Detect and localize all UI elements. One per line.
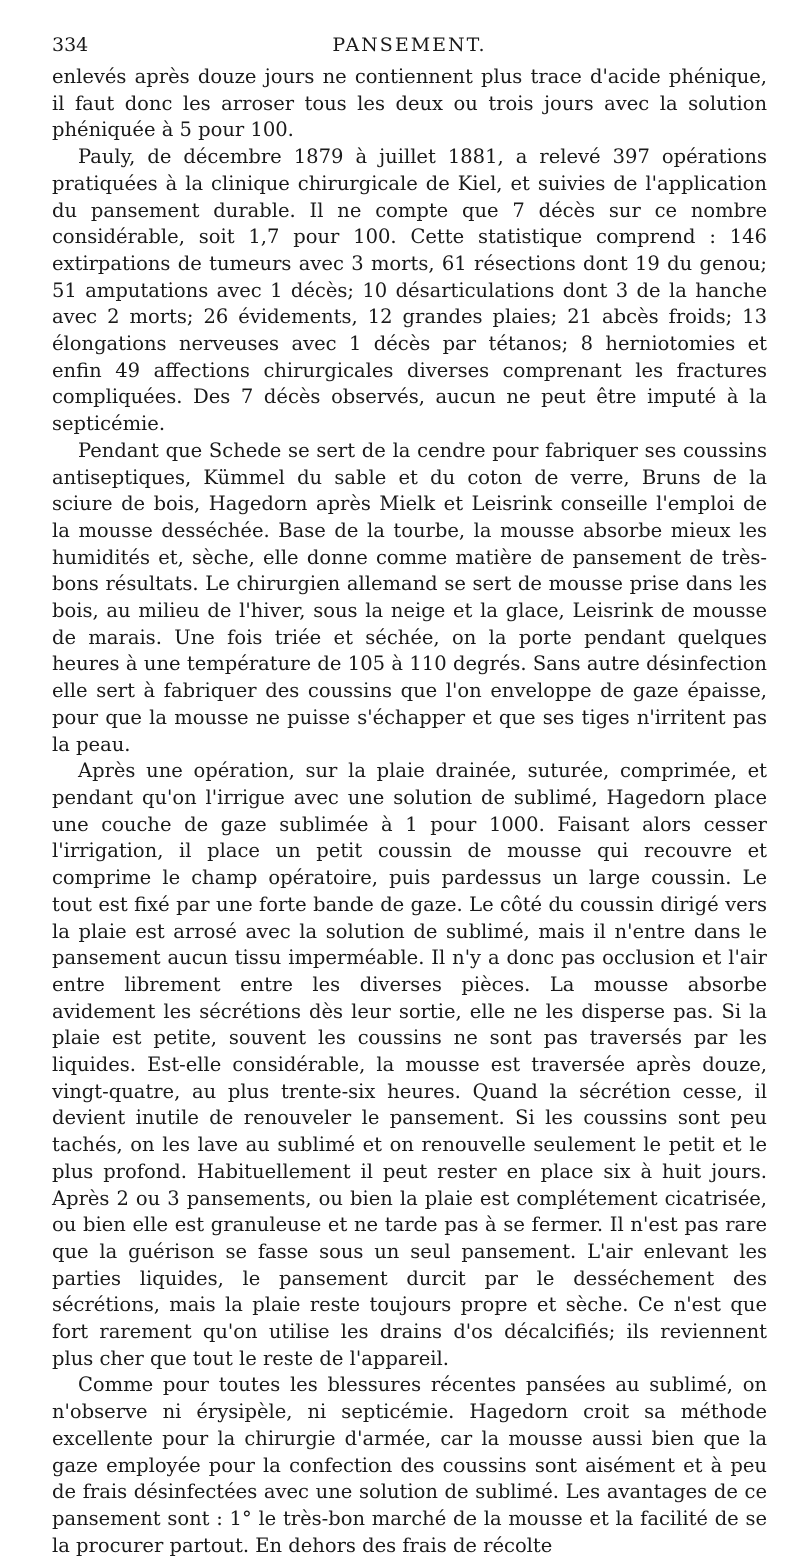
paragraph: Comme pour toutes les blessures récentes pansées au sublimé, on n'observe ni érysipèle, ni septicémie. Hagedorn croit sa méthode excellente pour la chirurgie d'armée, car la mousse aussi bien que la gaze employée pour la confection des coussins sont aisément et à peu de frais désinfectées avec une solution de sublimé. Les avantages de ce pansement sont : 1° le très-bon marché de la mousse et la facilité de se la procurer partout. En dehors des frais de récolte [52,1373,767,1557]
body-text [52,64,767,1559]
paragraph: Pauly, de décembre 1879 à juillet 1881, a relevé 397 opérations pratiquées à la clinique chirurgicale de Kiel, et suivies de l'application du pansement durable. Il ne compte que 7 décès sur ce nombre considérable, soit 1,7 pour 100. Cette statistique comprend : 146 extirpations de tumeurs avec 3 morts, 61 résections dont 19 du genou; 51 amputations avec 1 décès; 10 désarticulations dont 3 de la hanche avec 2 morts; 26 évidements, 12 grandes plaies; 21 abcès froids; 13 élongations nerveuses avec 1 décès par tétanos; 8 herniotomies et enfin 49 affections chirurgicales diverses comprenant les fractures compliquées. Des 7 décès observés, aucun ne peut être imputé à la septicémie. [52,145,767,436]
paragraph: enlevés après douze jours ne contiennent plus trace d'acide phénique, il faut donc les arroser tous les deux ou trois jours avec la solution phéniquée à 5 pour 100. [52,65,767,142]
paragraph: Pendant que Schede se sert de la cendre pour fabriquer ses coussins antiseptiques, Kümmel du sable et du coton de verre, Bruns de la sciure de bois, Hagedorn après Mielk et Leisrink conseille l'emploi de la mousse desséchée. Base de la tourbe, la mousse absorbe mieux les humidités et, sèche, elle donne comme matière de pansement de très-bons résultats. Le chirurgien allemand se sert de mousse prise dans les bois, au milieu de l'hiver, sous la neige et la glace, Leisrink de mousse de marais. Une fois triée et séchée, on la porte pendant quelques heures à une température de 105 à 110 degrés. Sans autre désinfection elle sert à fabriquer des coussins que l'on enveloppe de gaze épaisse, pour que la mousse ne puisse s'échapper et que ses tiges n'irritent pas la peau. [52,438,767,756]
running-title: PANSEMENT. [332,34,487,56]
paragraph: Après une opération, sur la plaie drainée, suturée, comprimée, et pendant qu'on l'irrigue avec une solution de sublimé, Hagedorn place une couche de gaze sublimée à 1 pour 1000. Faisant alors cesser l'irrigation, il place un petit coussin de mousse qui recouvre et comprime le champ opératoire, puis pardessus un large coussin. Le tout est fixé par une forte bande de gaze. Le côté du coussin dirigé vers la plaie est arrosé avec la solution de sublimé, mais il n'entre dans le pansement aucun tissu imperméable. Il n'y a donc pas occlusion et l'air entre librement entre les diverses pièces. La mousse absorbe avidement les sécrétions dès leur sortie, elle ne les disperse pas. Si la plaie est petite, souvent les coussins ne sont pas traversés par les liquides. Est-elle considérable, la mousse est traversée après douze, vingt-quatre, au plus trente-six heures. Quand la sécrétion cesse, il devient inutile de renouveler le pansement. Si les coussins sont peu tachés, on les lave au sublimé et on renouvelle seulement le petit et le plus profond. Habituellement il peut rester en place six à huit jours. Après 2 ou 3 pansements, ou bien la plaie est complétement cicatrisée, ou bien elle est granuleuse et ne tarde pas à se fermer. Il n'est pas rare que la guérison se fasse sous un seul pansement. L'air enlevant les parties liquides, le pansement durcit par le desséchement des sécrétions, mais la plaie reste toujours propre et sèche. Ce n'est que fort rarement qu'on utilise les drains d'os décalcifiés; ils reviennent plus cher que tout le reste de l'appareil. [52,759,767,1370]
running-head [52,34,767,64]
page [52,34,767,1559]
page-number: 334 [52,34,89,56]
